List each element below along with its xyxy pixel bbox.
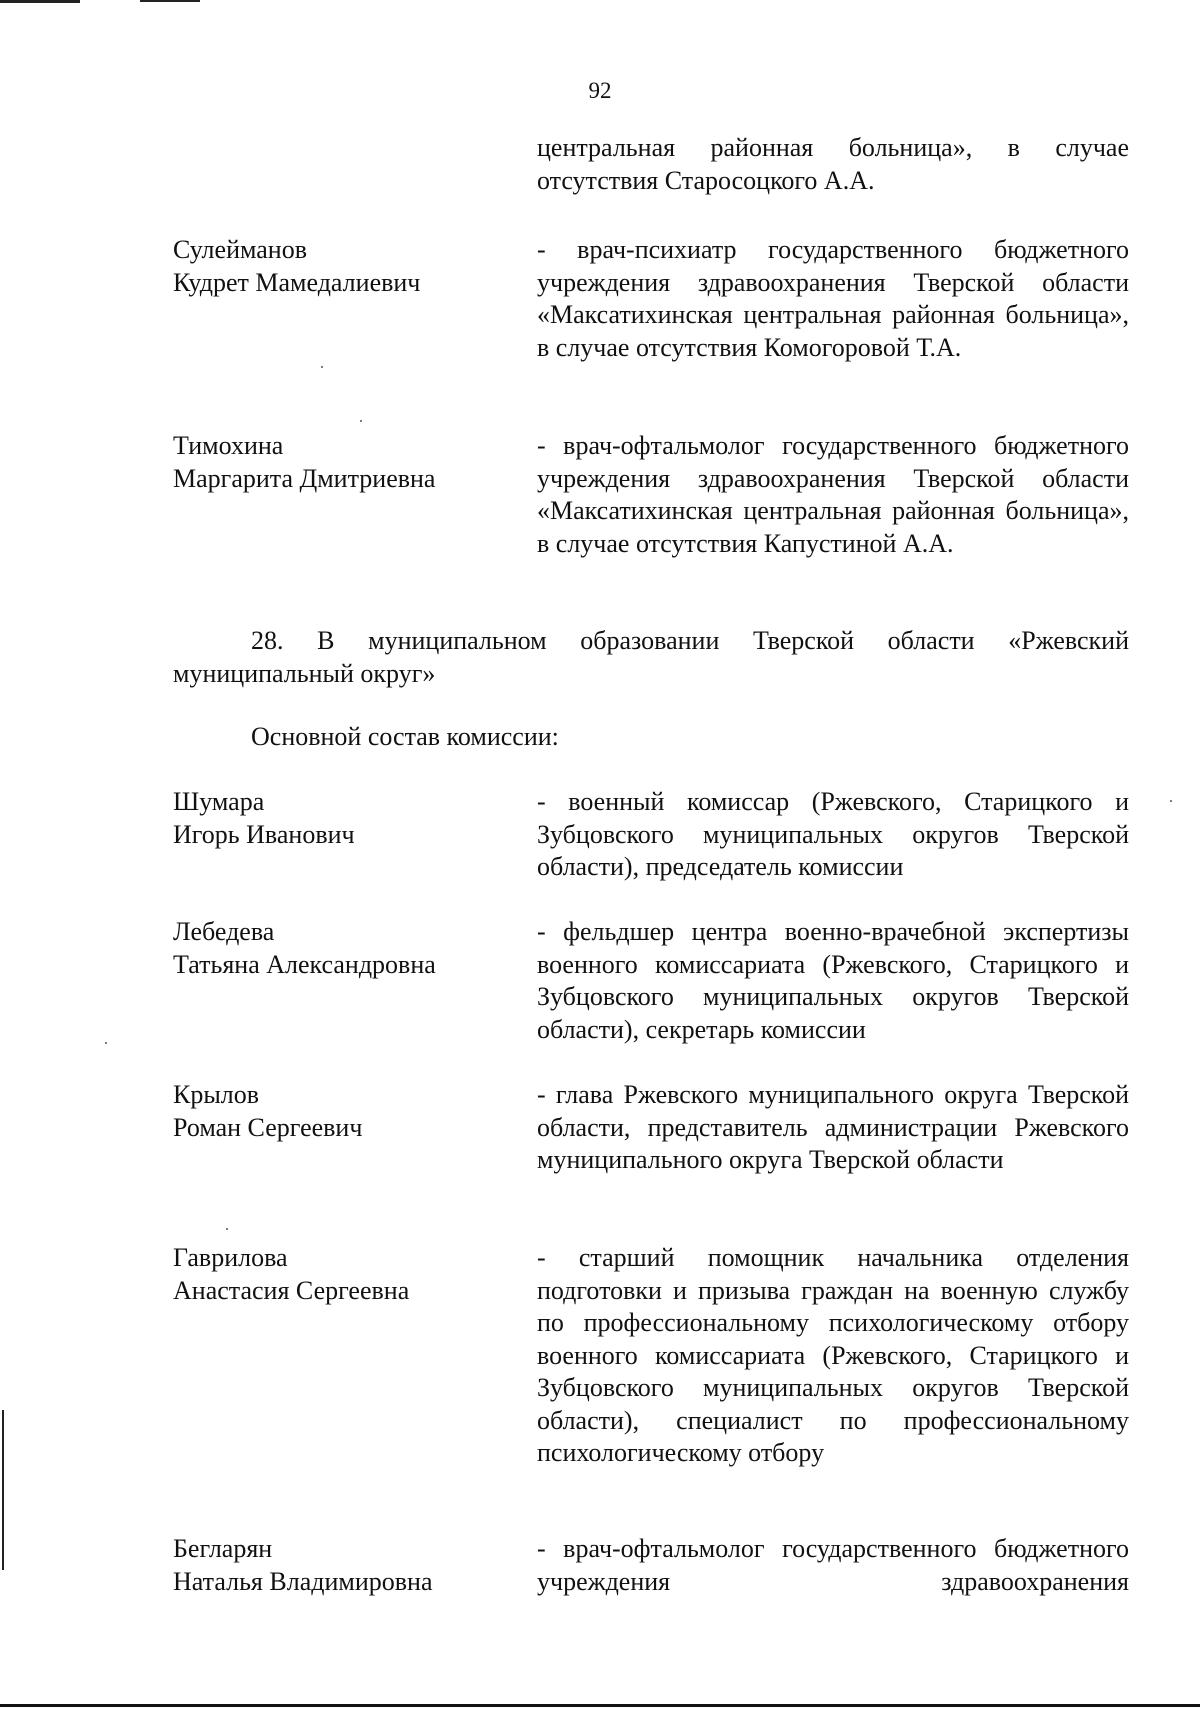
member-surname: Тимохина bbox=[173, 431, 284, 460]
scan-speck bbox=[360, 420, 362, 422]
page-number: 92 bbox=[588, 78, 612, 103]
scan-edge-line bbox=[140, 0, 200, 2]
member-role: - военный комиссар (Ржевского, Старицкого и Зубцовского муниципальных округов Тверской области), председатель комиссии bbox=[537, 787, 1129, 881]
member-name bbox=[173, 1242, 523, 1307]
member-surname: Гаврилова bbox=[173, 1243, 288, 1272]
member-given-name: Маргарита Дмитриевна bbox=[173, 463, 436, 493]
section-paragraph: 28. В муниципальном образовании Тверской области «Ржевский муниципальный округ» bbox=[173, 626, 1129, 688]
scan-speck bbox=[1170, 800, 1172, 802]
member-role: - глава Ржевского муниципального округа Тверской области, представитель администрации Ржевского муниципального округа Тверской области bbox=[537, 1080, 1129, 1174]
section-subheading: Основной состав комиссии: bbox=[251, 722, 559, 751]
member-surname: Сулейманов bbox=[173, 235, 307, 264]
member-surname: Крылов bbox=[173, 1080, 260, 1109]
member-role: - старший помощник начальника отделения подготовки и призыва граждан на военную службу по профессиональному психологическому отбору военного комиссариата (Ржевского, Старицкого и Зубцовского муниципальных округов Тверской области), специалист по профессиональному психологическому отбору bbox=[537, 1243, 1129, 1467]
member-given-name: Наталья Владимировна bbox=[173, 1566, 433, 1596]
scan-speck bbox=[105, 1042, 107, 1044]
member-name bbox=[173, 1533, 523, 1598]
scan-edge-line bbox=[2, 1410, 4, 1570]
member-given-name: Игорь Иванович bbox=[173, 819, 355, 849]
continuation-text: центральная районная больница», в случае отсутствия Старосоцкого А.А. bbox=[537, 133, 1129, 195]
member-name bbox=[173, 1079, 523, 1144]
scan-speck bbox=[226, 1228, 228, 1230]
member-surname: Лебедева bbox=[173, 917, 275, 946]
member-given-name: Татьяна Александровна bbox=[173, 949, 436, 979]
scan-edge-line bbox=[0, 0, 80, 3]
member-role: - врач-офтальмолог государственного бюджетного учреждения здравоохранения Тверской области «Максатихинская центральная районная больница», в случае отсутствия Капустиной А.А. bbox=[537, 431, 1129, 558]
member-name bbox=[173, 786, 523, 851]
scan-speck bbox=[321, 366, 323, 368]
member-given-name: Анастасия Сергеевна bbox=[173, 1275, 410, 1305]
member-role: - врач-психиатр государственного бюджетного учреждения здравоохранения Тверской области «Максатихинская центральная районная больница», в случае отсутствия Комогоровой Т.А. bbox=[537, 235, 1129, 362]
member-given-name: Роман Сергеевич bbox=[173, 1112, 363, 1142]
member-role: - фельдшер центра военно-врачебной экспертизы военного комиссариата (Ржевского, Старицкого и Зубцовского муниципальных округов Тверской области), секретарь комиссии bbox=[537, 917, 1129, 1044]
member-given-name: Кудрет Мамедалиевич bbox=[173, 267, 421, 297]
member-surname: Бегларян bbox=[173, 1534, 273, 1563]
member-name bbox=[173, 916, 523, 981]
member-surname: Шумара bbox=[173, 787, 265, 816]
member-role: - врач-офтальмолог государственного бюджетного учреждения здравоохранения bbox=[537, 1534, 1129, 1596]
member-name bbox=[173, 234, 523, 299]
scan-edge-line bbox=[0, 1704, 1200, 1707]
member-name bbox=[173, 430, 523, 495]
